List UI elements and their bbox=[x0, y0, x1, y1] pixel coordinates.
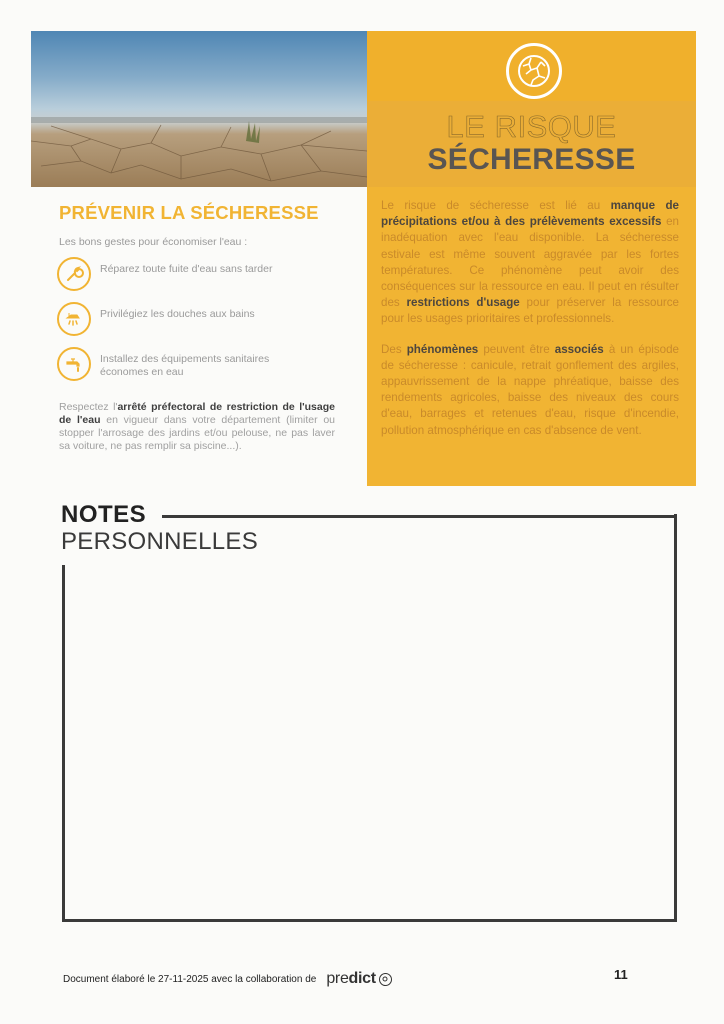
notes-top-rule bbox=[162, 515, 677, 518]
brand-bold: dict bbox=[348, 970, 376, 987]
panel-p1-bold-1: manque de précipitations et/ou à des prélèvements excessifs bbox=[381, 199, 679, 229]
predict-logo-icon bbox=[379, 973, 392, 986]
rules-bold: arrêté préfectoral de restriction de l'usage de l'eau bbox=[59, 401, 335, 426]
risk-panel bbox=[367, 31, 696, 486]
cracked-earth bbox=[31, 121, 367, 187]
panel-p1-text-d: pour préserver la ressource pour les usages prioritaires et professionnels. bbox=[381, 296, 679, 326]
panel-p1-text-c: en inadéquation avec l'eau disponible. La sécheresse estivale est même souvent aggravée par les fortes températures. Ce phénomène peut avoir des conséquences sur la ressource en eau. Il peut en résulter des bbox=[381, 215, 679, 310]
panel-p2-bold-1: phénomènes bbox=[406, 342, 479, 356]
panel-body bbox=[381, 198, 679, 453]
tip-text: Privilégiez les douches aux bains bbox=[100, 308, 255, 320]
notes-left-rule bbox=[62, 565, 65, 922]
panel-p2-bold-2: associés bbox=[554, 342, 604, 356]
rules-text-c: en vigueur dans votre département (limiter ou stopper l'arrosage des jardins et/ou pelouse, ne pas laver sa voiture, ne pas remplir sa piscine...). bbox=[59, 414, 335, 452]
footer-text: Document élaboré le 27-11-2025 avec la collaboration de bbox=[63, 973, 317, 985]
prevent-lead: Les bons gestes pour économiser l'eau : bbox=[59, 236, 248, 248]
notes-subtitle: PERSONNELLES bbox=[61, 528, 259, 555]
page-number: 11 bbox=[614, 967, 628, 982]
footer bbox=[63, 970, 392, 988]
tip-text: Installez des équipements sanitaires économes en eau bbox=[100, 353, 270, 378]
panel-p2-text-c: peuvent être bbox=[478, 342, 555, 356]
notes-box[interactable] bbox=[62, 514, 677, 922]
prevent-heading: PRÉVENIR LA SÉCHERESSE bbox=[59, 202, 319, 223]
panel-paragraph-2 bbox=[381, 342, 679, 439]
drought-photo bbox=[31, 31, 367, 187]
rules-text-a: Respectez l' bbox=[59, 401, 118, 413]
panel-paragraph-1 bbox=[381, 198, 679, 328]
wrench-icon bbox=[57, 257, 91, 291]
tip-item bbox=[57, 257, 337, 291]
shower-icon bbox=[57, 302, 91, 336]
panel-title-line2: SÉCHERESSE bbox=[427, 143, 636, 176]
panel-title-line1: LE RISQUE bbox=[446, 109, 617, 144]
panel-p2-text-a: Des bbox=[381, 342, 407, 356]
restriction-advice bbox=[59, 401, 335, 453]
predict-logo bbox=[326, 970, 391, 988]
brand-light: pre bbox=[326, 970, 349, 987]
notes-title: NOTES bbox=[61, 501, 147, 528]
tip-item bbox=[57, 347, 337, 381]
tip-text: Réparez toute fuite d'eau sans tarder bbox=[100, 263, 273, 275]
panel-p1-text-a: Le risque de sécheresse est lié au bbox=[381, 199, 611, 212]
panel-p2-text-d: à un épisode de sécheresse : canicule, retrait gonflement des argiles, appauvrissement de la nappe phréatique, baisse des rendements agricoles, baisse des niveaux des cours d'eau, barrages et retenues d'eau, risque d'incendie, pollution atmosphérique en cas d'absence de vent. bbox=[381, 342, 680, 437]
panel-p1-bold-2: restrictions d'usage bbox=[406, 296, 520, 310]
cracked-globe-icon bbox=[506, 43, 562, 99]
faucet-icon bbox=[57, 347, 91, 381]
tip-item bbox=[57, 302, 337, 336]
